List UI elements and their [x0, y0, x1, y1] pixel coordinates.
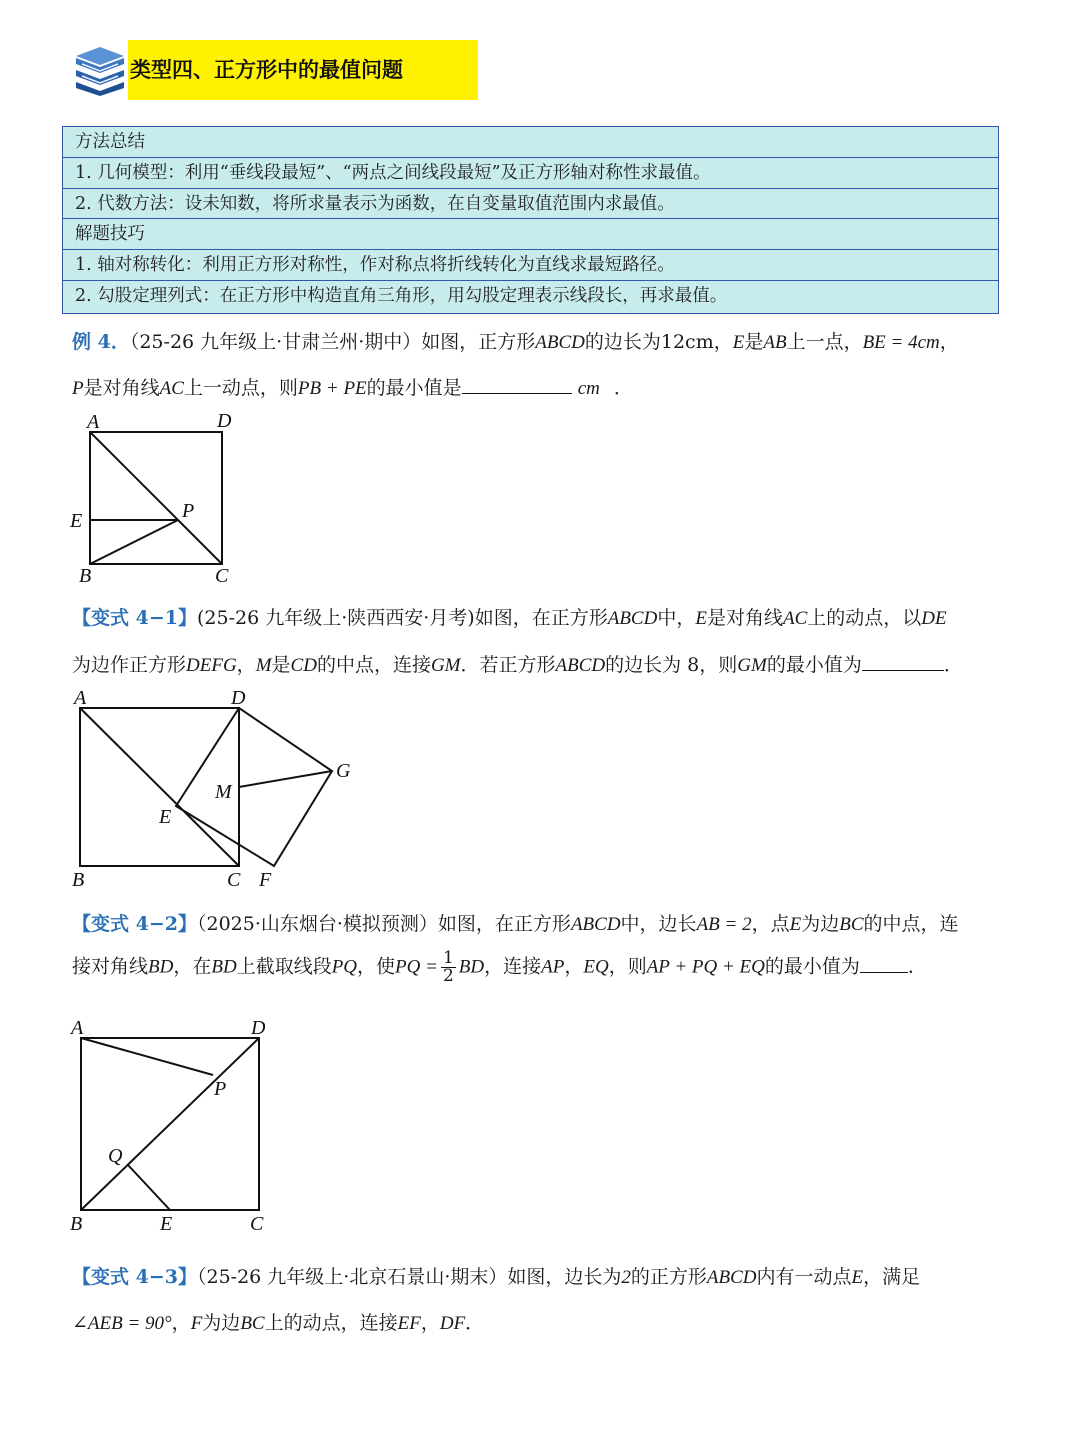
- text: ，满足: [863, 1266, 921, 1288]
- example4-line2: [72, 373, 633, 400]
- label-b: B: [70, 1213, 83, 1235]
- text: 的正方形: [630, 1266, 707, 1288]
- math: CD: [290, 655, 317, 676]
- text: 如图，在正方形: [474, 607, 608, 629]
- label-e: E: [159, 806, 172, 828]
- math: E: [695, 608, 707, 629]
- label-a: A: [87, 411, 100, 433]
- text: ，: [236, 654, 256, 676]
- text: 为边: [801, 913, 840, 935]
- text: 内有一动点: [756, 1266, 852, 1288]
- section-title: 类型四、正方形中的最值问题: [128, 40, 478, 100]
- text: ，: [564, 955, 584, 978]
- math: AB = 2: [696, 914, 752, 935]
- example4-line1: [72, 327, 959, 354]
- math: EF: [397, 1313, 421, 1334]
- math: AP + PQ + EQ: [646, 956, 765, 978]
- text: ．: [943, 654, 963, 676]
- text: ，点: [751, 913, 790, 935]
- summary-heading-tips: 解题技巧: [63, 219, 998, 250]
- text: 如图，边长为: [507, 1266, 622, 1288]
- summary-item: 2. 勾股定理列式：在正方形中构造直角三角形，用勾股定理表示线段长，再求最值。: [75, 285, 728, 306]
- text: 的边长为12cm，: [584, 331, 733, 353]
- example4-figure: [60, 405, 260, 590]
- example-label: 例 4．: [72, 331, 130, 353]
- math: BC: [839, 914, 864, 935]
- text: ，: [171, 1312, 191, 1334]
- text: ，: [420, 1312, 440, 1334]
- label-a: A: [74, 687, 87, 709]
- math: ABCD: [607, 608, 658, 629]
- math: PB + PE: [297, 378, 367, 399]
- label-m: M: [215, 781, 232, 803]
- variant41-line2: [72, 650, 963, 677]
- variant41-line1: [72, 603, 947, 630]
- text: 是: [271, 654, 291, 676]
- label-b: B: [79, 565, 92, 587]
- text: 上的动点，连接: [264, 1312, 398, 1334]
- math: AC: [782, 608, 808, 629]
- text: 的中点，连: [863, 913, 959, 935]
- text: ，: [939, 331, 959, 353]
- math: M: [255, 655, 272, 676]
- summary-item: 2. 代数方法：设未知数，将所求量表示为函数，在自变量取值范围内求最值。: [63, 189, 998, 220]
- math: ∠AEB = 90°: [72, 1313, 172, 1334]
- math: AP: [541, 956, 565, 978]
- math: PQ =: [395, 956, 438, 978]
- square-defg: [176, 708, 332, 866]
- answer-blank: [860, 954, 908, 973]
- text: ，使: [357, 955, 396, 978]
- math: BC: [240, 1313, 265, 1334]
- variant43-line2: [72, 1308, 484, 1335]
- math: P: [72, 378, 84, 399]
- fraction-numerator: 1: [442, 948, 454, 968]
- summary-item: 1. 几何模型：利用“垂线段最短”、“两点之间线段最短”及正方形轴对称性求最值。: [63, 158, 998, 189]
- label-d: D: [251, 1017, 266, 1039]
- variant42-line1: [72, 909, 959, 936]
- math: BD: [211, 956, 237, 978]
- variant41-figure: [60, 683, 370, 893]
- text: 上一动点，则: [183, 377, 298, 399]
- text: 为边作正方形: [72, 654, 187, 676]
- label-p: P: [214, 1078, 227, 1100]
- text: 接对角线: [72, 955, 149, 978]
- segment-ap: [81, 1038, 213, 1075]
- text: ．: [907, 955, 927, 978]
- text: ，连接: [484, 955, 542, 978]
- unit: cm: [577, 378, 600, 399]
- math: PQ: [331, 956, 358, 978]
- variant-label: 【变式 4−3】: [72, 1266, 197, 1288]
- variant-label: 【变式 4−2】: [72, 913, 197, 935]
- text: 为边: [202, 1312, 241, 1334]
- math: E: [851, 1267, 864, 1288]
- text: 的边长为 8，则: [605, 654, 738, 676]
- text: 是对角线: [706, 607, 783, 629]
- math: DF: [439, 1313, 466, 1334]
- label-c: C: [250, 1213, 264, 1235]
- math: E: [789, 914, 802, 935]
- math: 2: [621, 1267, 631, 1288]
- label-e: E: [70, 510, 83, 532]
- math: EQ: [583, 956, 609, 978]
- text: 上的动点，以: [807, 607, 922, 629]
- text: 的最小值是: [366, 377, 462, 399]
- text: 如图，正方形: [421, 331, 536, 353]
- source: （25-26 九年级上·北京石景山·期末）: [196, 1266, 508, 1288]
- segment-bp: [90, 520, 178, 564]
- math: BD: [148, 956, 174, 978]
- answer-blank: [462, 375, 572, 394]
- books-icon: [72, 44, 128, 96]
- text: ．: [613, 377, 633, 399]
- variant42-figure: [60, 1012, 280, 1237]
- label-c: C: [215, 565, 229, 587]
- label-q: Q: [108, 1145, 123, 1167]
- variant-label: 【变式 4−1】: [72, 607, 197, 629]
- math: GM: [737, 655, 767, 676]
- variant43-line1: [72, 1262, 920, 1289]
- math: BE = 4cm: [862, 332, 940, 353]
- math: ABCD: [570, 914, 621, 935]
- answer-blank: [862, 652, 944, 671]
- variant42-line2: [72, 950, 927, 985]
- label-g: G: [336, 760, 351, 782]
- text: 是: [744, 331, 764, 353]
- math: AC: [159, 378, 184, 399]
- segment-mg: [239, 771, 332, 787]
- text: ．: [465, 1312, 485, 1334]
- summary-heading-methods: 方法总结: [63, 127, 998, 158]
- math: GM: [430, 655, 461, 676]
- text: 上截取线段: [236, 955, 332, 978]
- diagonal-ac: [90, 432, 222, 564]
- math: AB: [763, 332, 787, 353]
- text: 的最小值为: [766, 654, 862, 676]
- math: ABCD: [706, 1267, 757, 1288]
- math: DE: [921, 608, 947, 629]
- source: （2025·山东烟台·模拟预测）: [196, 913, 438, 935]
- math: BD: [458, 956, 485, 978]
- text: 中，边长: [620, 913, 697, 935]
- summary-item: 1. 轴对称转化：利用正方形对称性，作对称点将折线转化为直线求最短路径。: [63, 250, 998, 281]
- label-c: C: [227, 869, 241, 891]
- label-f: F: [259, 869, 272, 891]
- label-e: E: [160, 1213, 173, 1235]
- label-p: P: [182, 500, 195, 522]
- label-d: D: [217, 410, 232, 432]
- math: E: [732, 332, 745, 353]
- text: 的中点，连接: [316, 654, 431, 676]
- math: F: [190, 1313, 203, 1334]
- text: 中，: [657, 607, 696, 629]
- label-d: D: [231, 687, 246, 709]
- source: (25-26 九年级上·陕西西安·月考): [196, 607, 475, 629]
- text: 是对角线: [83, 377, 160, 399]
- fraction-denominator: 2: [442, 966, 454, 986]
- segment-qe: [128, 1165, 170, 1210]
- text: ，则: [608, 955, 647, 978]
- method-summary-box: [62, 126, 999, 314]
- label-a: A: [71, 1017, 84, 1039]
- source: （25-26 九年级上·甘肃兰州·期中）: [129, 331, 422, 353]
- label-b: B: [72, 869, 85, 891]
- math: ABCD: [535, 332, 585, 353]
- text: 如图，在正方形: [437, 913, 571, 935]
- math: ABCD: [555, 655, 606, 676]
- text: ．若正方形: [460, 654, 556, 676]
- text: ，在: [173, 955, 212, 978]
- fraction-half: [441, 950, 456, 985]
- text: 的最小值为: [764, 955, 860, 978]
- math: DEFG: [186, 655, 237, 676]
- text: 上一点，: [786, 331, 863, 353]
